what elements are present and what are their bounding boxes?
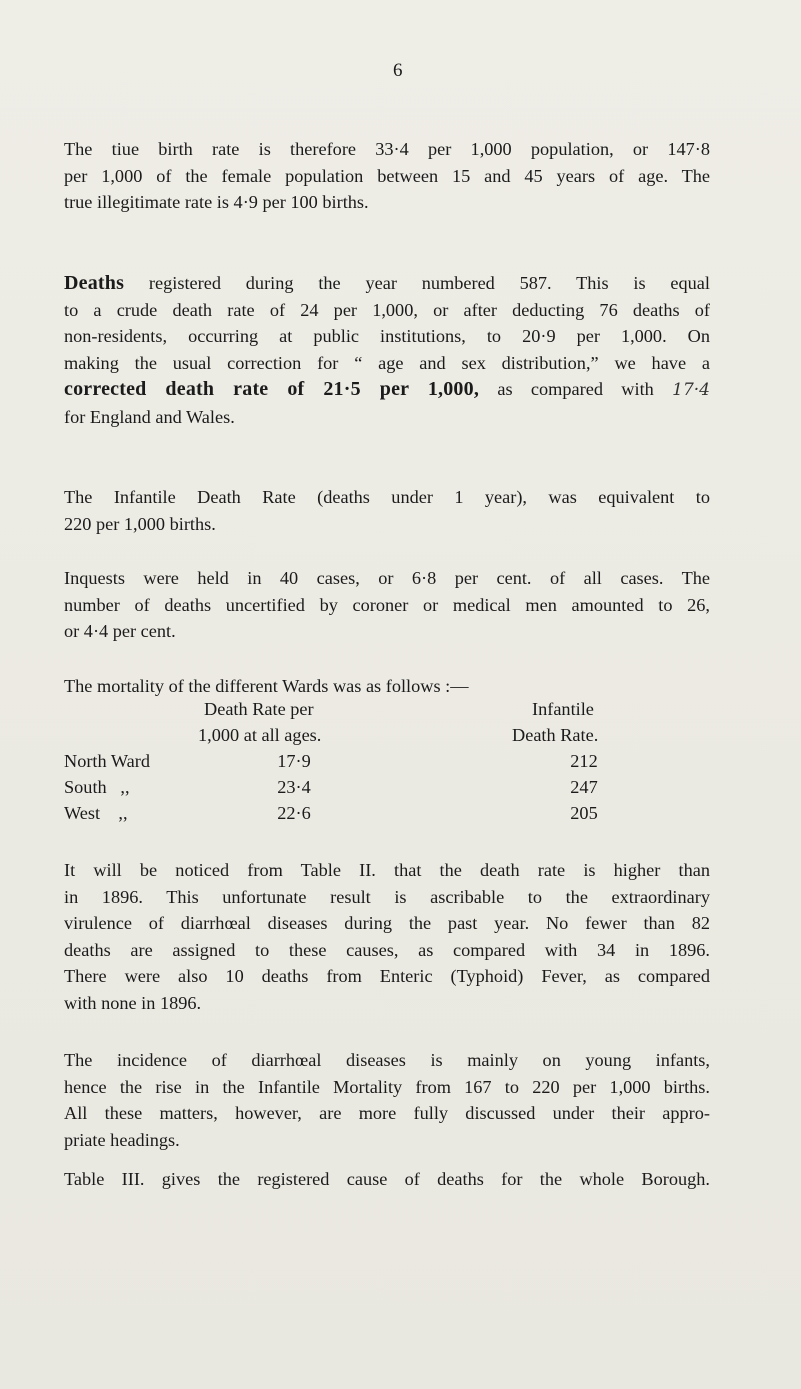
text-line: The incidence of diarrhœal diseases is mainly on young infants, [64, 1050, 710, 1070]
infantile-rate-value: 247 [570, 777, 598, 797]
header-death-rate-sub: 1,000 at all ages. [198, 725, 322, 745]
text-line: The mortality of the different Wards was as follows :— [64, 676, 469, 696]
page-number: 6 [393, 60, 403, 81]
text-line: Table III. gives the registered cause of deaths for the whole Borough. [64, 1169, 710, 1189]
death-rate-value: 23·4 [277, 777, 311, 797]
handwritten-annotation: 17·4 [672, 380, 710, 400]
ward-mortality-table [64, 699, 754, 829]
text-line: in 1896. This unfortunate result is ascribable to the extraordinary [64, 886, 710, 907]
text-line: hence the rise in the Infantile Mortality from 167 to 220 per 1,000 births. [64, 1076, 710, 1097]
text-line: to a crude death rate of 24 per 1,000, or after deducting 76 deaths of [64, 299, 710, 320]
header-death-rate: Death Rate per [204, 699, 314, 719]
infantile-rate-value: 205 [570, 803, 598, 823]
header-infantile: Infantile [532, 699, 594, 719]
paragraph-birth-rate [64, 136, 710, 216]
deaths-heading: Deaths [64, 272, 125, 294]
table-row [64, 751, 754, 777]
paragraph-deaths [64, 270, 710, 430]
text-line [64, 376, 710, 404]
text-line: All these matters, however, are more fully discussed under their appro- [64, 1103, 710, 1123]
text-line: The tiue birth rate is therefore 33·4 per 1,000 population, or 147·8 [64, 139, 710, 159]
text-line [64, 270, 710, 297]
text-line: per 1,000 of the female population between 15 and 45 years of age. The [64, 165, 710, 186]
paragraph-table-three [64, 1166, 710, 1193]
text-line: priate headings. [64, 1129, 180, 1150]
text-line: Inquests were held in 40 cases, or 6·8 per cent. of all cases. The [64, 568, 710, 588]
death-rate-value: 22·6 [277, 803, 311, 823]
text-line: true illegitimate rate is 4·9 per 100 births. [64, 192, 369, 212]
paragraph-death-rate-comparison [64, 857, 710, 1016]
paragraph-infantile-rate [64, 484, 710, 537]
infantile-rate-value: 212 [570, 751, 598, 771]
text-line: making the usual correction for “ age and sex distribution,” we have a [64, 352, 710, 373]
table-row [64, 777, 754, 803]
text-line: number of deaths uncertified by coroner or medical men amounted to 26, [64, 594, 710, 615]
text-line: deaths are assigned to these causes, as compared with 34 in 1896. [64, 939, 710, 960]
text-span: as compared with [497, 379, 654, 399]
text-line: 220 per 1,000 births. [64, 513, 216, 534]
table-header-row [64, 725, 754, 751]
ward-name: South ,, [64, 777, 130, 797]
text-line: virulence of diarrhœal diseases during the past year. No fewer than 82 [64, 913, 710, 933]
text-line: It will be noticed from Table II. that the death rate is higher than [64, 860, 710, 880]
text-line: non-residents, occurring at public institutions, to 20·9 per 1,000. On [64, 326, 710, 346]
text-line: with none in 1896. [64, 992, 202, 1013]
table-row [64, 803, 754, 829]
text-span: registered during the year numbered 587. This is equal [148, 273, 710, 293]
header-infantile-sub: Death Rate. [512, 725, 599, 745]
text-line: or 4·4 per cent. [64, 621, 176, 641]
text-line: There were also 10 deaths from Enteric (Typhoid) Fever, as compared [64, 966, 710, 986]
paragraph-inquests [64, 565, 710, 645]
paragraph-wards-intro [64, 673, 754, 700]
table-header-row [64, 699, 754, 725]
ward-name: West ,, [64, 803, 128, 823]
text-line: for England and Wales. [64, 406, 235, 427]
corrected-death-rate: corrected death rate of 21·5 per 1,000, [64, 378, 480, 400]
ward-name: North Ward [64, 751, 151, 771]
text-line: The Infantile Death Rate (deaths under 1 year), was equivalent to [64, 487, 710, 507]
paragraph-diarrhoeal-incidence [64, 1047, 710, 1153]
death-rate-value: 17·9 [277, 751, 311, 771]
